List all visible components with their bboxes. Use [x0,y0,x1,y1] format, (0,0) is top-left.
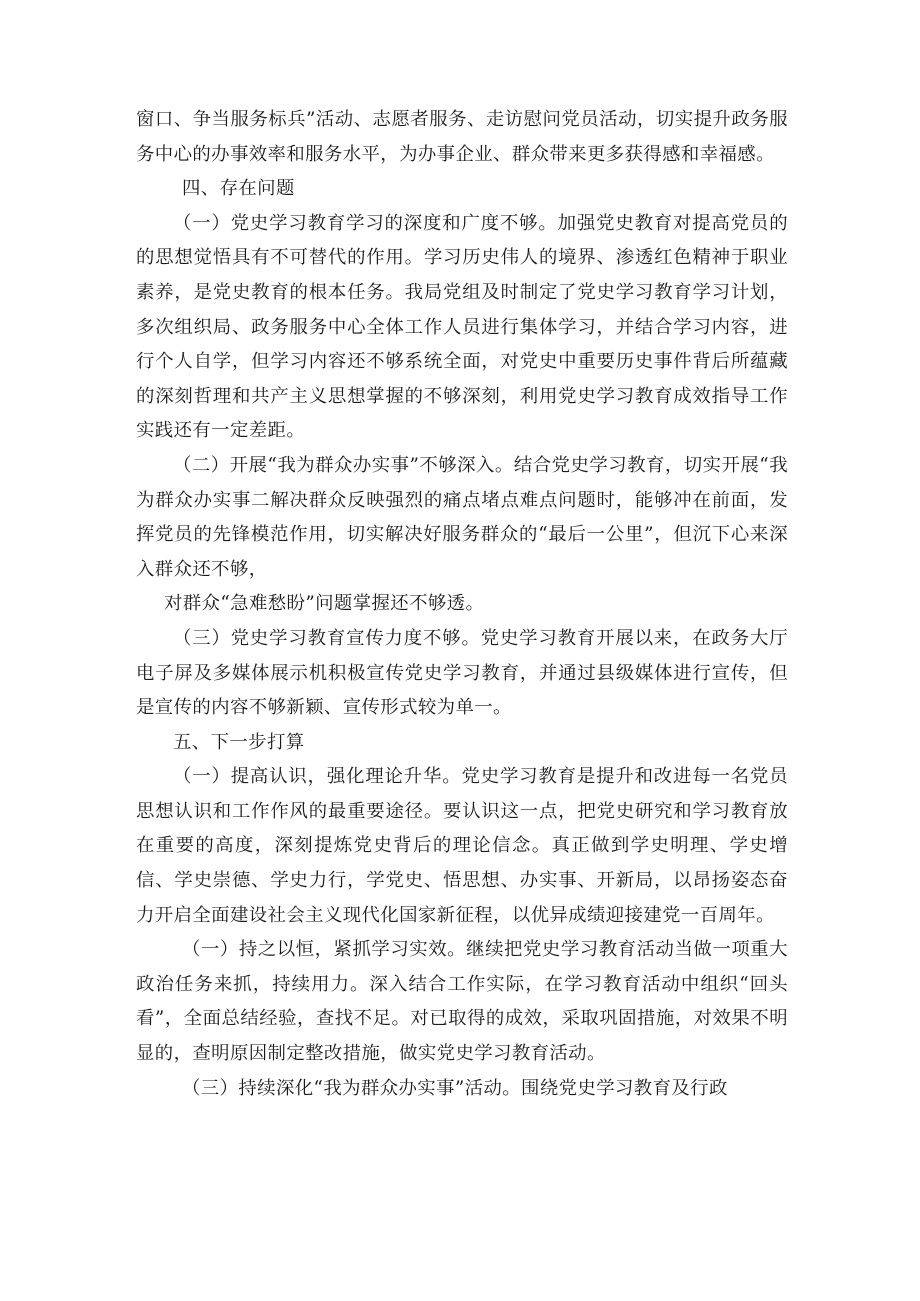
paragraph-plan-2: （一）持之以恒，紧抓学习实效。继续把党史学习教育活动当做一项重大政治任务来抓，持续用力。深入结合工作实际，在学习教育活动中组织“回头看”，全面总结经验，查找不足。对已取得的成效，采取巩固措施，对效果不明显的，查明原因制定整改措施，做实党史学习教育活动。 [136,939,788,1065]
section-heading-next-steps: 五、下一步打算 [173,731,305,753]
paragraph-problem-2-continued: 对群众“急难愁盼”问题掌握还不够透。 [164,593,485,615]
paragraph-problem-2: （二）开展“我为群众办实事”不够深入。结合党史学习教育，切实开展“我为群众办实事二解决群众反映强烈的痛点堵点难点问题时，能够冲在前面，发挥党员的先锋模范作用，切实解决好服务群众的“最后一公里”，但沉下心来深入群众还不够， [136,454,788,580]
paragraph-plan-1: （一）提高认识，强化理论升华。党史学习教育是提升和改进每一名党员思想认识和工作作风的最重要途径。要认识这一点，把党史研究和学习教育放在重要的高度，深刻提炼党史背后的理论信念。真正做到学史明理、学史增信、学史崇德、学史力行，学党史、悟思想、办实事、开新局，以昂扬姿态奋力开启全面建设社会主义现代化国家新征程，以优异成绩迎接建党一百周年。 [136,766,788,926]
paragraph-problem-1: （一）党史学习教育学习的深度和广度不够。加强党史教育对提高党员的的思想觉悟具有不可替代的作用。学习历史伟人的境界、渗透红色精神于职业素养，是党史教育的根本任务。我局党组及时制定了党史学习教育学习计划，多次组织局、政务服务中心全体工作人员进行集体学习，并结合学习内容，进行个人自学，但学习内容还不够系统全面，对党史中重要历史事件背后所蕴藏的深刻哲理和共产主义思想掌握的不够深刻，利用党史学习教育成效指导工作实践还有一定差距。 [136,212,788,442]
document-page [136,103,788,1106]
section-heading-problems: 四、存在问题 [182,178,295,200]
paragraph-continuation: 窗口、争当服务标兵”活动、志愿者服务、走访慰问党员活动，切实提升政务服务中心的办事效率和服务水平，为办事企业、群众带来更多获得感和幸福感。 [136,109,788,165]
paragraph-problem-3: （三）党史学习教育宣传力度不够。党史学习教育开展以来，在政务大厅电子屏及多媒体展示机积极宣传党史学习教育，并通过县级媒体进行宣传，但是宣传的内容不够新颖、宣传形式较为单一。 [136,627,788,719]
paragraph-plan-3: （三）持续深化“我为群众办实事”活动。围绕党史学习教育及行政 [182,1077,728,1099]
